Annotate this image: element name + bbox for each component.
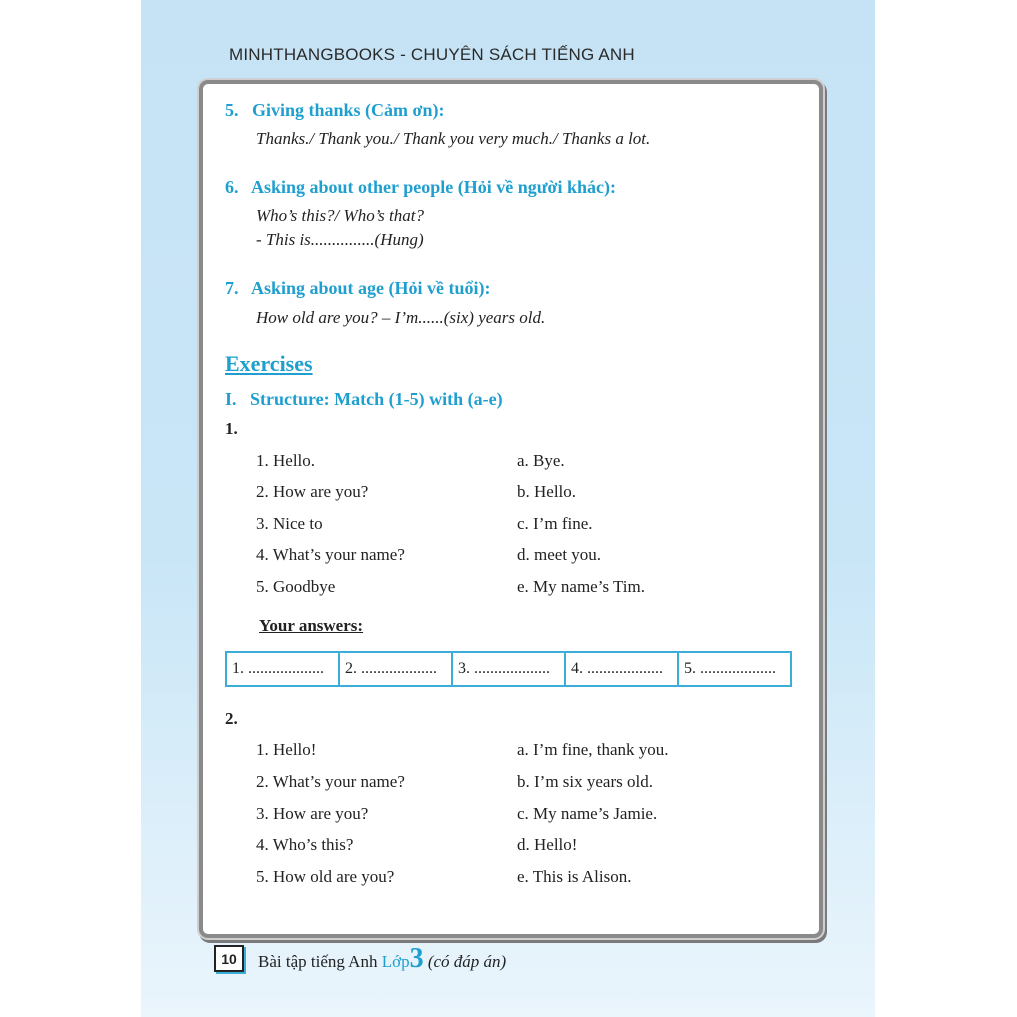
group-1-left-3: 3. Nice to bbox=[256, 514, 323, 533]
page-number-box: 10 bbox=[214, 945, 244, 972]
answer-cell-1[interactable]: 1. ................... bbox=[227, 653, 340, 685]
footer-lop: Lớp bbox=[381, 952, 410, 971]
section-5-line-1: Thanks./ Thank you./ Thank you very much./ Thanks a lot. bbox=[256, 129, 651, 148]
group-2-left-4: 4. Who’s this? bbox=[256, 835, 354, 854]
group-1-right-d: d. meet you. bbox=[517, 545, 602, 564]
group-1-right-a: a. Bye. bbox=[517, 451, 565, 470]
answer-cell-2[interactable]: 2. ................... bbox=[340, 653, 453, 685]
group-2-right-e: e. This is Alison. bbox=[517, 867, 632, 886]
group-2-left-3: 3. How are you? bbox=[256, 804, 369, 823]
part-1-heading: I. Structure: Match (1-5) with (a-e) bbox=[225, 389, 503, 409]
section-6-line-1: Who’s this?/ Who’s that? bbox=[256, 206, 424, 225]
group-1-right-b: b. Hello. bbox=[517, 482, 577, 501]
group-2-left-1: 1. Hello! bbox=[256, 740, 317, 759]
answer-cell-4[interactable]: 4. ................... bbox=[566, 653, 679, 685]
section-6-heading: 6. Asking about other people (Hỏi về người khác): bbox=[225, 177, 616, 197]
group-2-right-d: d. Hello! bbox=[517, 835, 578, 854]
group-1-right-c: c. I’m fine. bbox=[517, 514, 593, 533]
section-5-heading: 5. Giving thanks (Cảm ơn): bbox=[225, 100, 445, 120]
group-1-right-e: e. My name’s Tim. bbox=[517, 577, 645, 596]
section-7-heading: 7. Asking about age (Hỏi về tuổi): bbox=[225, 278, 491, 298]
book-page bbox=[141, 0, 875, 1017]
answer-table bbox=[225, 651, 792, 687]
footer-answers-note: (có đáp án) bbox=[427, 952, 507, 971]
group-1-left-2: 2. How are you? bbox=[256, 482, 369, 501]
your-answers-label: Your answers: bbox=[259, 616, 364, 635]
group-2-left-5: 5. How old are you? bbox=[256, 867, 395, 886]
group-1-left-5: 5. Goodbye bbox=[256, 577, 336, 596]
group-1-left-4: 4. What’s your name? bbox=[256, 545, 405, 564]
answer-cell-3[interactable]: 3. ................... bbox=[453, 653, 566, 685]
group-2-number: 2. bbox=[225, 709, 238, 728]
footer-book-title bbox=[258, 945, 506, 973]
group-1-left-1: 1. Hello. bbox=[256, 451, 316, 470]
group-2-right-a: a. I’m fine, thank you. bbox=[517, 740, 669, 759]
footer-title-text: Bài tập tiếng Anh bbox=[258, 952, 382, 971]
header-title: MINHTHANGBOOKS - CHUYÊN SÁCH TIẾNG ANH bbox=[229, 45, 635, 64]
exercises-title: Exercises bbox=[225, 351, 313, 376]
section-7-line-1: How old are you? – I’m......(six) years old. bbox=[256, 308, 546, 327]
group-1-number: 1. bbox=[225, 419, 238, 438]
answer-cell-5[interactable]: 5. ................... bbox=[684, 660, 776, 677]
group-2-right-c: c. My name’s Jamie. bbox=[517, 804, 658, 823]
group-2-left-2: 2. What’s your name? bbox=[256, 772, 405, 791]
section-6-line-2: - This is...............(Hung) bbox=[256, 230, 424, 249]
footer-grade: 3 bbox=[409, 943, 424, 974]
group-2-right-b: b. I’m six years old. bbox=[517, 772, 653, 791]
